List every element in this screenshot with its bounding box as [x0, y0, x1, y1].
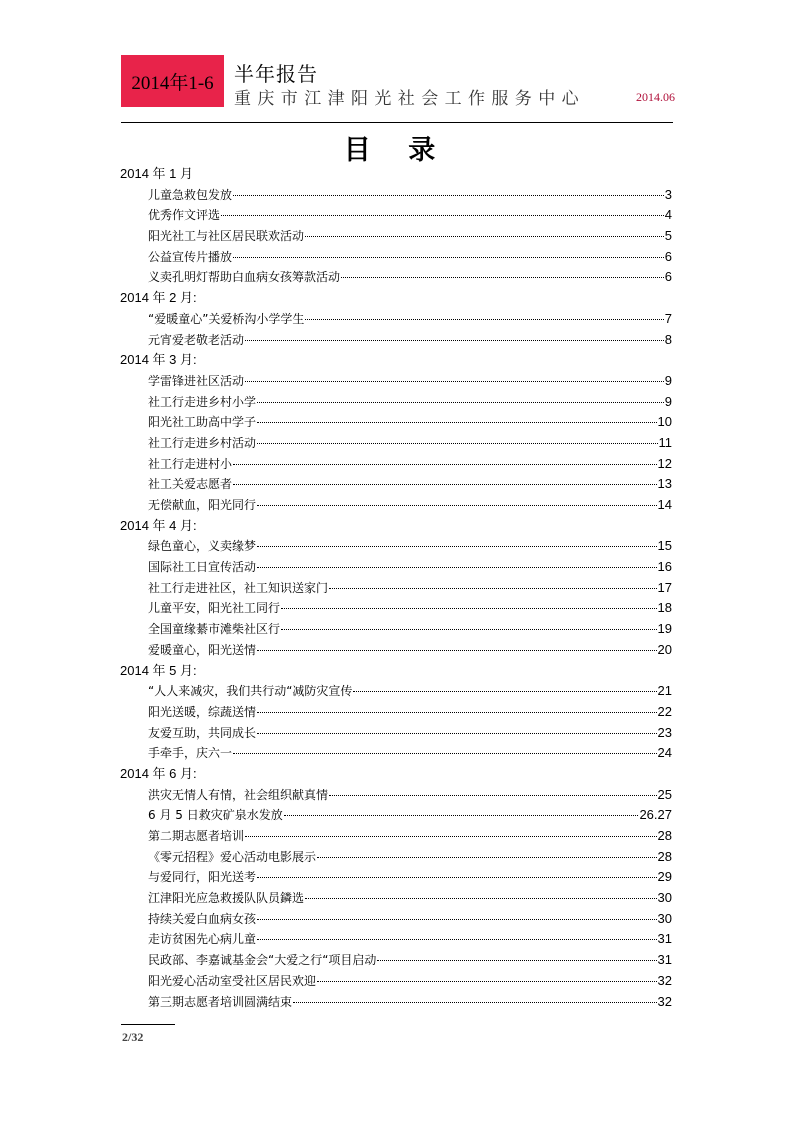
dot-leader [233, 195, 664, 196]
toc-entry[interactable] [120, 557, 672, 578]
toc-entry[interactable] [120, 495, 672, 516]
dot-leader [317, 981, 657, 982]
toc-entry-page: 4 [664, 207, 672, 223]
dot-leader [257, 567, 657, 568]
footer-divider [121, 1024, 175, 1025]
organization-name: 重庆市江津阳光社会工作服务中心 [234, 89, 585, 109]
toc-entry-title: 手牵手，庆六一 [148, 746, 233, 761]
report-type-title: 半年报告 [234, 62, 318, 86]
dot-leader [245, 381, 664, 382]
toc-entry-page: 30 [657, 890, 672, 906]
dot-leader [233, 753, 657, 754]
toc-entry[interactable] [120, 847, 672, 868]
toc-entry-page: 14 [657, 497, 672, 512]
toc-entry-title: 公益宣传片播放 [148, 249, 233, 264]
toc-entry-title: 阳光送暖，综蔬送情 [148, 704, 257, 719]
toc-entry[interactable] [120, 992, 672, 1013]
toc-entry-title: 爱暖童心，阳光送情 [148, 642, 257, 657]
toc-month-heading: 2014 年 2 月: [120, 290, 197, 306]
toc-entry-page: 28 [657, 828, 672, 843]
toc-entry-page: 15 [657, 538, 672, 554]
report-period-badge: 2014年1-6 [121, 55, 224, 107]
toc-entry[interactable] [120, 681, 672, 702]
toc-entry-title: 阳光社工与社区居民联欢活动 [148, 229, 305, 244]
toc-entry-title: 江津阳光应急救援队队员鏻选 [148, 891, 305, 906]
toc-entry-page: 19 [657, 621, 672, 637]
table-of-contents [120, 164, 672, 1012]
toc-entry-page: 30 [657, 910, 672, 926]
toc-entry[interactable] [120, 226, 672, 247]
toc-entry-title: 义卖孔明灯帮助白血病女孩筹款活动 [148, 270, 341, 285]
toc-entry-page: 6 [664, 248, 672, 264]
toc-entry-page: 32 [657, 993, 672, 1009]
dot-leader [281, 629, 657, 630]
toc-entry-page: 25 [657, 786, 672, 802]
toc-entry[interactable] [120, 578, 672, 599]
toc-entry[interactable] [120, 247, 672, 268]
toc-entry[interactable] [120, 702, 672, 723]
toc-entry-title: 6 月 5 日救灾矿泉水发放 [148, 808, 283, 823]
toc-entry[interactable] [120, 412, 672, 433]
toc-entry-page: 22 [657, 703, 672, 719]
toc-entry[interactable] [120, 309, 672, 330]
toc-entry-title: 全国童缘綦市滩柴社区行 [148, 622, 281, 637]
toc-entry-page: 16 [657, 559, 672, 575]
dot-leader [257, 443, 657, 444]
toc-entry[interactable] [120, 205, 672, 226]
toc-entry-page: 21 [657, 683, 672, 699]
dot-leader [317, 857, 657, 858]
dot-leader [245, 836, 657, 837]
toc-entry-page: 10 [657, 414, 672, 430]
dot-leader [305, 319, 663, 320]
toc-entry-title: 无偿献血，阳光同行 [148, 498, 257, 512]
toc-entry[interactable] [120, 433, 672, 454]
toc-entry-title: 与爱同行，阳光送考 [148, 870, 257, 885]
toc-entry[interactable] [120, 619, 672, 640]
dot-leader [257, 919, 657, 920]
toc-entry[interactable] [120, 474, 672, 495]
toc-entry[interactable] [120, 743, 672, 764]
toc-month-heading: 2014 年 3 月: [120, 352, 197, 368]
toc-month-heading: 2014 年 4 月: [120, 517, 197, 533]
toc-entry[interactable] [120, 723, 672, 744]
toc-entry-page: 32 [657, 972, 672, 988]
toc-entry-page: 3 [664, 186, 672, 202]
toc-entry-page: 26.27 [639, 807, 672, 823]
toc-entry[interactable] [120, 454, 672, 475]
dot-leader [341, 277, 664, 278]
toc-entry[interactable] [120, 371, 672, 392]
dot-leader [257, 712, 657, 713]
toc-entry-page: 11 [658, 434, 672, 450]
dot-leader [233, 257, 664, 258]
dot-leader [221, 215, 664, 216]
toc-entry[interactable] [120, 805, 672, 826]
toc-entry[interactable] [120, 867, 672, 888]
dot-leader [281, 608, 657, 609]
toc-entry-page: 18 [657, 600, 672, 616]
toc-entry-title: 走访贫困先心病儿童 [148, 932, 257, 947]
dot-leader [257, 546, 657, 547]
toc-entry-title: “人人来减灾，我们共行动“减防灾宣传 [148, 684, 353, 699]
toc-entry-title: 友爱互助，共同成长 [148, 725, 257, 740]
toc-entry-title: 儿童平安，阳光社工同行 [148, 601, 281, 616]
toc-entry-title: 优秀作文评选 [148, 208, 221, 223]
toc-entry-page: 31 [657, 952, 672, 968]
toc-month-heading: 2014 年 5 月: [120, 662, 197, 678]
toc-entry-title: 社工行走进社区，社工知识送家门 [148, 580, 329, 595]
toc-entry-title: 第三期志愿者培训圆满结束 [148, 994, 293, 1009]
toc-entry[interactable] [120, 785, 672, 806]
toc-entry-page: 13 [657, 476, 672, 492]
toc-entry-title: 阳光爱心活动室受社区居民欢迎 [148, 973, 317, 988]
toc-entry-page: 28 [657, 848, 672, 864]
page-indicator: 2/32 [122, 1030, 144, 1044]
dot-leader [257, 650, 657, 651]
toc-entry[interactable] [120, 185, 672, 206]
toc-entry-title: 民政部、李嘉诚基金会“大爱之行“项目启动 [148, 953, 377, 968]
dot-leader [305, 898, 657, 899]
toc-entry[interactable] [120, 640, 672, 661]
toc-entry[interactable] [120, 909, 672, 930]
toc-entry-title: 《零元招程》爱心活动电影展示 [148, 849, 317, 864]
toc-entry-page: 7 [664, 310, 672, 326]
dot-leader [257, 402, 664, 403]
toc-entry-page: 8 [664, 331, 672, 347]
toc-entry-title: 绿色童心，义卖缘梦 [148, 539, 257, 554]
toc-entry-page: 20 [657, 641, 672, 657]
dot-leader [329, 795, 657, 796]
toc-entry[interactable] [120, 330, 672, 351]
toc-entry-title: 阳光社工助高中学子 [148, 415, 257, 430]
toc-entry-title: 持续关爱白血病女孩 [148, 911, 257, 926]
dot-leader [284, 815, 639, 816]
toc-entry-page: 6 [664, 269, 672, 285]
toc-entry[interactable] [120, 392, 672, 413]
toc-entry-title: 儿童急救包发放 [148, 187, 233, 202]
toc-entry-page: 31 [657, 931, 672, 947]
toc-entry-title: 社工行走进村小 [148, 456, 233, 471]
report-date: 2014.06 [636, 90, 675, 104]
dot-leader [257, 733, 657, 734]
toc-month-heading: 2014 年 1 月 [120, 166, 193, 181]
toc-entry[interactable] [120, 929, 672, 950]
toc-entry-title: 元宵爱老敬老活动 [148, 332, 245, 347]
dot-leader [377, 960, 656, 961]
header-divider [121, 122, 673, 123]
toc-entry-page: 12 [657, 455, 672, 471]
toc-entry-page: 9 [664, 393, 672, 409]
toc-entry-page: 17 [657, 579, 672, 595]
dot-leader [257, 422, 657, 423]
dot-leader [257, 939, 657, 940]
toc-entry-title: 社工行走进乡村活动 [148, 435, 257, 450]
dot-leader [257, 505, 657, 506]
toc-entry-title: 国际社工日宣传活动 [148, 560, 257, 575]
toc-entry[interactable] [120, 267, 672, 288]
toc-entry[interactable] [120, 598, 672, 619]
toc-entry-title: 第二期志愿者培训 [148, 829, 245, 843]
toc-entry-page: 29 [657, 869, 672, 885]
toc-entry-page: 23 [657, 724, 672, 740]
toc-entry-page: 24 [657, 745, 672, 761]
toc-entry-title: 社工关爱志愿者 [148, 477, 233, 492]
toc-title: 目 录 [343, 135, 450, 166]
toc-entry-title: “爱暖童心”关爱桥沟小学学生 [148, 311, 305, 326]
toc-entry-title: 洪灾无情人有情，社会组织献真情 [148, 787, 329, 802]
toc-entry-title: 社工行走进乡村小学 [148, 394, 257, 409]
dot-leader [353, 691, 656, 692]
toc-entry[interactable] [120, 971, 672, 992]
dot-leader [233, 484, 657, 485]
toc-entry[interactable] [120, 888, 672, 909]
toc-entry-page: 5 [664, 228, 672, 244]
dot-leader [257, 877, 657, 878]
toc-entry[interactable] [120, 950, 672, 971]
toc-month-heading: 2014 年 6 月: [120, 765, 197, 781]
dot-leader [305, 236, 664, 237]
toc-entry-title: 学雷锋进社区活动 [148, 373, 245, 388]
dot-leader [293, 1002, 657, 1003]
toc-entry[interactable] [120, 826, 672, 847]
dot-leader [245, 340, 664, 341]
dot-leader [329, 588, 657, 589]
toc-entry[interactable] [120, 536, 672, 557]
dot-leader [233, 464, 657, 465]
toc-entry-page: 9 [664, 372, 672, 388]
